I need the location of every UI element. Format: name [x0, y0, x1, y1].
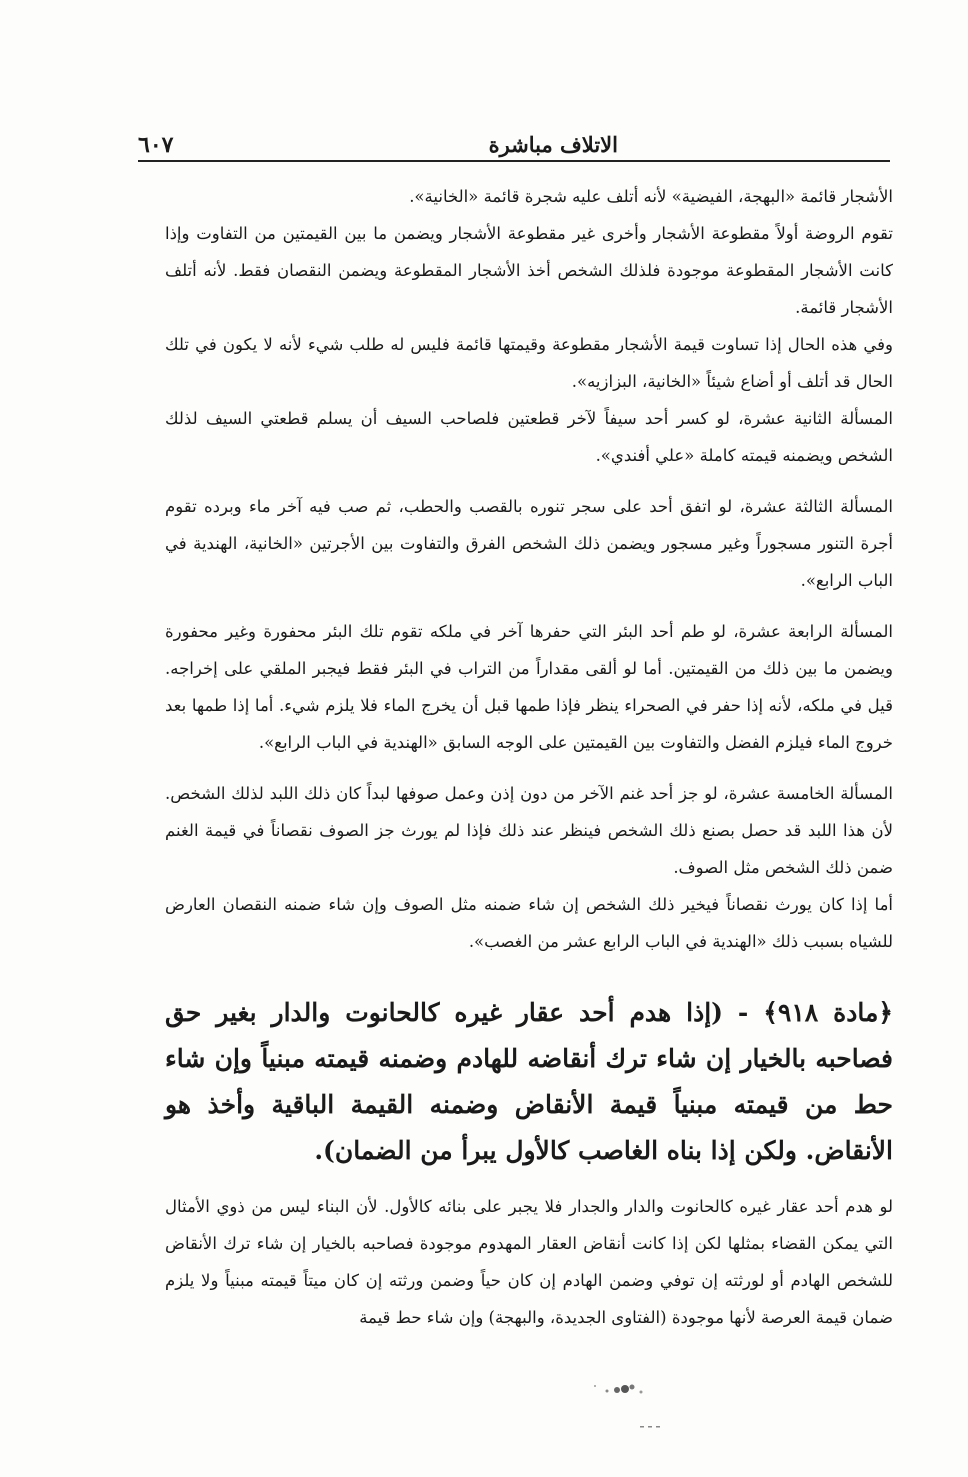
scan-smudge [585, 1378, 655, 1400]
paragraph-commentary: لو هدم أحد عقار غيره كالحانوت والدار والجدار فلا يجبر على بنائه كالأول. لأن البناء ليس من ذوي الأمثال التي يمكن القضاء بمثلها لكن إذا كانت أنقاض العقار المهدوم موجودة فصاحبه بالخيار إن شاء ترك الأنقاض للشخص الهادم أو لورثته إن توفي وضمن الهادم إن كان حياً وضمن ورثته إن كان ميتاً قيمته مبنياً ولا يلزم ضمان قيمة العرصة لأنها موجودة (الفتاوى الجديدة، والبهجة) وإن شاء حط قيمة [165, 1197, 893, 1327]
page-number: ٦٠٧ [138, 132, 174, 158]
paragraph-issue-12: المسألة الثانية عشرة، لو كسر أحد سيفاً لآخر قطعتين فلصاحب السيف أن يسلم قطعتي السيف لذلك الشخص ويضمنه قيمته كاملة «علي أفندي». [165, 409, 893, 465]
paragraph-issue-15: المسألة الخامسة عشرة، لو جز أحد غنم الآخر من دون إذن وعمل صوفها لبداً كان ذلك اللبد لذلك الشخص. لأن هذا اللبد قد حصل بصنع ذلك الشخص فينظر عند ذلك فإذا لم يورث جز الصوف نقصاناً في قيمة الغنم ضمن ذلك الشخص مثل الصوف. [165, 784, 893, 877]
paragraph-valuation: تقوم الروضة أولاً مقطوعة الأشجار وأخرى غير مقطوعة الأشجار ويضمن ما بين القيمتين من التفاوت وإذا كانت الأشجار المقطوعة موجودة فلذلك الشخص أخذ الأشجار المقطوعة ويضمن النقصان فقط. لأنه أتلف الأشجار قائمة. [165, 224, 893, 317]
paragraph-issue-15-continued: أما إذا كان يورث نقصاناً فيخير ذلك الشخص إن شاء ضمنه مثل الصوف وإن شاء ضمنه النقصان العارض للشياه بسبب ذلك «الهندية في الباب الرابع عشر من الغصب». [165, 895, 893, 951]
header-title: الاتلاف مباشرة [488, 132, 618, 157]
paragraph-issue-13: المسألة الثالثة عشرة، لو اتفق أحد على سجر تنوره بالقصب والحطب، ثم صب فيه آخر ماء وبرده تقوم أجرة التنور مسجوراً وغير مسجور ويضمن ذلك الشخص الفرق والتفاوت بين الأجرتين «الخانية، الهندية في الباب الرابع». [165, 497, 893, 590]
paragraph-continuation: الأشجار قائمة «البهجة، الفيضية» لأنه أتلف عليه شجرة قائمة «الخانية». [409, 187, 893, 206]
body-text [165, 178, 893, 1336]
article-918: ﴿مادة ٩١٨﴾ - (إذا هدم أحد عقار غيره كالحانوت والدار بغير حق فصاحبه بالخيار إن شاء ترك أنقاضه للهادم وضمنه قيمته مبنياً وإن شاء حط من قيمته مبنياً قيمة الأنقاض وضمنه القيمة الباقية وأخذ هو الأنقاض. ولكن إذا بناه الغاصب كالأول يبرأ من الضمان). [165, 998, 893, 1165]
scan-mark [640, 1425, 662, 1429]
paragraph-equal-value: وفي هذه الحال إذا تساوت قيمة الأشجار مقطوعة وقيمتها قائمة فليس له طلب شيء لأنه لا يكون في تلك الحال قد أتلف أو أضاع شيئاً «الخانية، البزازيه». [165, 335, 893, 391]
header-divider [138, 160, 890, 162]
paragraph-issue-14: المسألة الرابعة عشرة، لو طم أحد البئر التي حفرها آخر في ملكه تقوم تلك البئر محفورة وغير محفورة ويضمن ما بين ذلك من القيمتين. أما لو ألقى مقداراً من التراب في البئر فقط فيجبر الملقي على إخراجه. قيل في ملكه، لأنه إذا حفر في الصحراء ينظر فإذا طمها قبل أن يخرج الماء فلا يلزم شيء. أما إذا طمها بعد خروج الماء فيلزم الفضل والتفاوت بين القيمتين على الوجه السابق «الهندية في الباب الرابع». [165, 622, 893, 752]
